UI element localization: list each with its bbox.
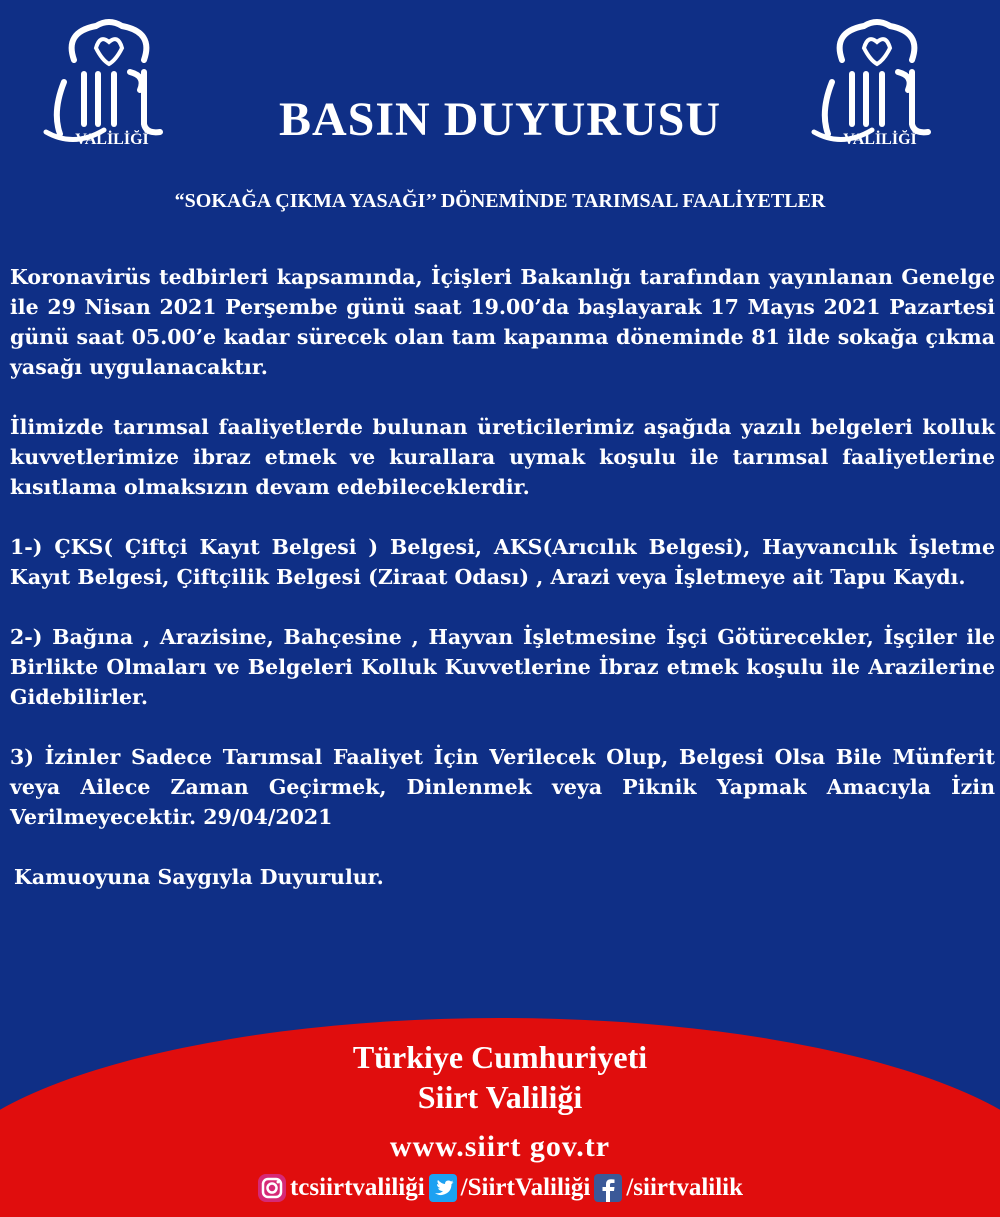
twitter-link[interactable] bbox=[428, 1173, 591, 1203]
closing-line: Kamuoyuna Saygıyla Duyurulur. bbox=[14, 865, 384, 889]
item-2-paragraph: 2-) Bağına , Arazisine, Bahçesine , Hayvan İşletmesine İşçi Götürecekler, İşçiler ile Birlikte Olmaları ve Belgeleri Kolluk Kuvvetlerine İbraz etmek koşulu ile Arazilerine Gidebilirler. bbox=[10, 625, 995, 709]
instagram-icon bbox=[257, 1173, 287, 1203]
facebook-handle: /siirtvalilik bbox=[626, 1174, 744, 1201]
logo-text: VALİLİĞİ bbox=[75, 131, 149, 148]
item-3-paragraph: 3) İzinler Sadece Tarımsal Faaliyet İçin Verilecek Olup, Belgesi Olsa Bile Münferit veya Ailece Zaman Geçirmek, Dinlenmek veya Piknik Yapmak Amacıyla İzin Verilmeyecektir. 29/04/2021 bbox=[10, 745, 995, 829]
page-title: BASIN DUYURUSU bbox=[278, 93, 722, 146]
instagram-link[interactable] bbox=[257, 1173, 425, 1203]
logo-text: VALİLİĞİ bbox=[843, 131, 917, 148]
item-1-paragraph: 1-) ÇKS( Çiftçi Kayıt Belgesi ) Belgesi, AKS(Arıcılık Belgesi), Hayvancılık İşletme Kayıt Belgesi, Çiftçilik Belgesi (Ziraat Odası) , Arazi veya İşletmeye ait Tapu Kaydı. bbox=[10, 535, 995, 589]
farmers-paragraph: İlimizde tarımsal faaliyetlerde bulunan üreticilerimiz aşağıda yazılı belgeleri kolluk kuvvetlerimize ibraz etmek ve kurallara uymak koşulu ile tarımsal faaliyetlerine kısıtlama olmaksızın devam edebileceklerdir. bbox=[10, 415, 995, 499]
instagram-handle: tcsiirtvaliliği bbox=[289, 1174, 425, 1201]
org-line-1: Türkiye Cumhuriyeti bbox=[352, 1039, 648, 1075]
website-link[interactable]: www.siirt gov.tr bbox=[389, 1130, 611, 1163]
intro-paragraph: Koronavirüs tedbirleri kapsamında, İçişleri Bakanlığı tarafından yayınlanan Genelge ile 29 Nisan 2021 Perşembe günü saat 19.00’da başlayarak 17 Mayıs 2021 Pazartesi günü saat 05.00’e kadar sürecek olan tam kapanma döneminde 81 ilde sokağa çıkma yasağı uygulanacaktır. bbox=[10, 265, 995, 379]
org-line-2: Siirt Valiliği bbox=[417, 1079, 583, 1115]
twitter-icon bbox=[428, 1173, 458, 1203]
announcement-body bbox=[10, 262, 995, 922]
facebook-icon bbox=[593, 1173, 623, 1203]
social-links bbox=[0, 1170, 1000, 1206]
facebook-link[interactable] bbox=[593, 1173, 743, 1203]
twitter-handle: /SiirtValiliği bbox=[460, 1174, 591, 1201]
page-subtitle: “SOKAĞA ÇIKMA YASAĞI’’ DÖNEMİNDE TARIMSAL FAALİYETLER bbox=[174, 190, 826, 212]
